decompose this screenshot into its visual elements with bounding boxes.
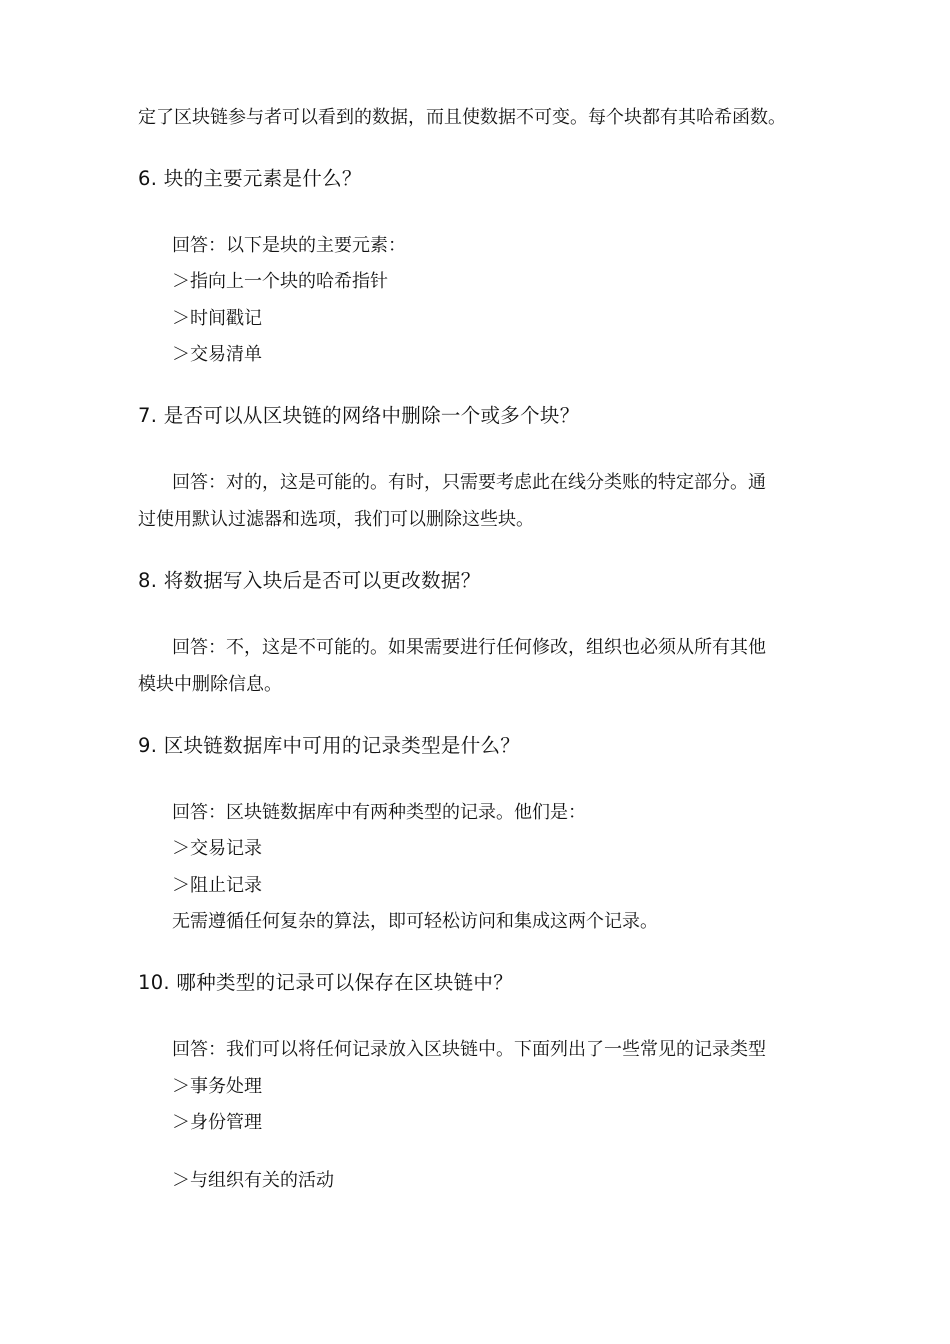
question-9-heading: 9. 区块链数据库中可用的记录类型是什么？ — [138, 734, 521, 757]
question-8-answer-line: 模块中删除信息。 — [138, 674, 282, 695]
question-9-answer: 回答：区块链数据库中有两种类型的记录。他们是： — [172, 802, 586, 823]
question-10-heading: 10. 哪种类型的记录可以保存在区块链中？ — [138, 971, 514, 994]
question-9-note: 无需遵循任何复杂的算法，即可轻松访问和集成这两个记录。 — [172, 911, 658, 932]
question-10-answer: 回答：我们可以将任何记录放入区块链中。下面列出了一些常见的记录类型 — [172, 1039, 766, 1060]
question-9-list-item: ＞阻止记录 — [172, 875, 262, 896]
question-7-answer-line: 回答：对的，这是可能的。有时，只需要考虑此在线分类账的特定部分。通 — [172, 472, 766, 493]
question-10-list-item: ＞事务处理 — [172, 1076, 262, 1097]
question-7-answer-line: 过使用默认过滤器和选项，我们可以删除这些块。 — [138, 509, 534, 530]
question-10-list-item: ＞与组织有关的活动 — [172, 1170, 334, 1191]
question-8-answer-line: 回答：不，这是不可能的。如果需要进行任何修改，组织也必须从所有其他 — [172, 637, 766, 658]
intro-paragraph-tail: 定了区块链参与者可以看到的数据，而且使数据不可变。每个块都有其哈希函数。 — [138, 107, 786, 128]
question-6-list-item: ＞交易清单 — [172, 344, 262, 365]
question-9-list-item: ＞交易记录 — [172, 838, 262, 859]
question-6-answer: 回答：以下是块的主要元素： — [172, 235, 406, 256]
question-6-list-item: ＞时间戳记 — [172, 308, 262, 329]
question-7-heading: 7. 是否可以从区块链的网络中删除一个或多个块？ — [138, 404, 580, 427]
question-6-list-item: ＞指向上一个块的哈希指针 — [172, 271, 388, 292]
question-8-heading: 8. 将数据写入块后是否可以更改数据？ — [138, 569, 481, 592]
question-10-list-item: ＞身份管理 — [172, 1112, 262, 1133]
question-6-heading: 6. 块的主要元素是什么？ — [138, 167, 362, 190]
